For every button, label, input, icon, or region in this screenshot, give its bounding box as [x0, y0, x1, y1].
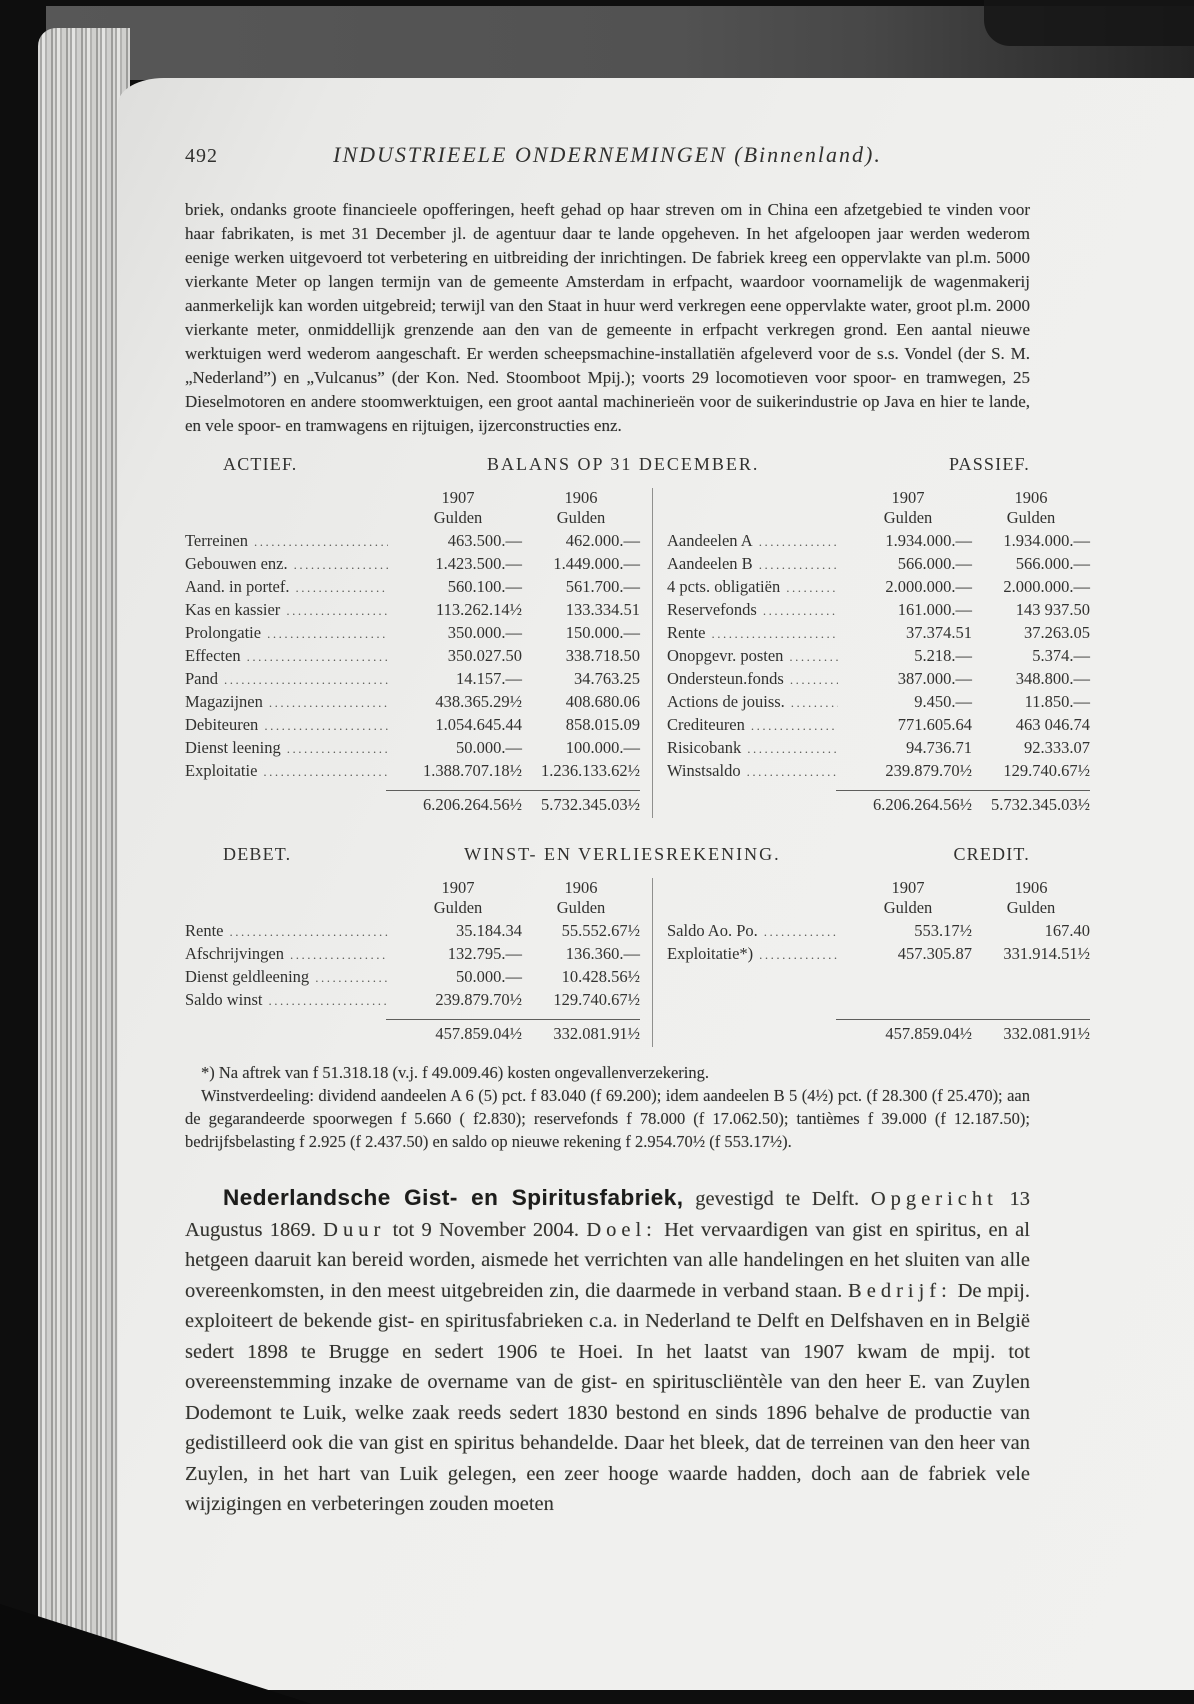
row-value-1906: 55.552.67½ [561, 921, 640, 940]
profit-loss-statement [185, 844, 1090, 1047]
book-page-stack-edge [38, 28, 130, 1696]
dot-leader [263, 761, 388, 781]
page-content [185, 78, 1090, 1520]
row-value-1907: 239.879.70½ [435, 990, 522, 1009]
table-row [185, 600, 640, 623]
debet-total-1907: 457.859.04½ [435, 1024, 522, 1043]
currency-header: Gulden [883, 898, 933, 917]
row-label: Crediteuren [667, 715, 745, 734]
dot-leader [264, 715, 388, 735]
row-label: Actions de jouiss. [667, 692, 785, 711]
spaced-keyword: Duur [323, 1218, 386, 1241]
table-row [185, 944, 640, 967]
row-label: Onopgevr. posten [667, 646, 784, 665]
row-value-1906: 136.360.— [565, 944, 640, 963]
currency-header: Gulden [433, 898, 483, 917]
dot-leader [295, 577, 388, 597]
row-value-1907: 771.605.64 [897, 715, 972, 734]
year-header-1906: 1906 [1014, 878, 1048, 897]
dot-leader [294, 554, 388, 574]
table-row [185, 554, 640, 577]
row-value-1906: 37.263.05 [1024, 623, 1090, 642]
footnote-profit-distribution: Winstverdeeling: dividend aandeelen A 6 (5) pct. f 83.040 (f 69.200); idem aandeelen B 5 (4½) pct. (f 28.300 (f 25.470); aan de gegarandeerde spoorwegen f 5.660 ( f2.830); reservefonds f 78.000 (f 17.062.50); tantièmes f 39.000 (f 12.187.50); bedrijfsbelasting f 2.925 (f 2.437.50) en saldo op nieuwe rekening f 2.954.70½ (f 553.17½). [185, 1086, 1030, 1151]
currency-header: Gulden [433, 508, 483, 527]
row-label: Pand [185, 669, 218, 688]
credit-total-1907: 457.859.04½ [885, 1024, 972, 1043]
winst-verlies-heading: WINST- EN VERLIESREKENING. [464, 844, 781, 864]
actief-total-1906: 5.732.345.03½ [541, 795, 640, 814]
credit-heading: CREDIT. [953, 844, 1030, 864]
row-value-1907: 350.000.— [447, 623, 522, 642]
actief-column [185, 488, 653, 818]
row-value-1907: 161.000.— [897, 600, 972, 619]
row-value-1906: 10.428.56½ [561, 967, 640, 986]
row-label: Winstsaldo [667, 761, 741, 780]
row-value-1907: 5.218.— [914, 646, 972, 665]
row-label: Effecten [185, 646, 241, 665]
spaced-keyword: Bedrijf: [848, 1279, 952, 1302]
row-value-1907: 457.305.87 [897, 944, 972, 963]
row-value-1907: 50.000.— [456, 967, 522, 986]
row-value-1907: 37.374.51 [906, 623, 972, 642]
dot-leader [286, 600, 388, 620]
table-row [185, 669, 640, 692]
row-label: Aandeelen A [667, 531, 753, 550]
table-row [185, 967, 640, 990]
row-value-1906: 129.740.67½ [553, 990, 640, 1009]
row-value-1906: 167.40 [1044, 921, 1090, 940]
row-label: Gebouwen enz. [185, 554, 288, 573]
row-value-1906: 858.015.09 [565, 715, 640, 734]
row-value-1907: 35.184.34 [456, 921, 522, 940]
row-value-1906: 2.000.000.— [1003, 577, 1090, 596]
row-label: Afschrijvingen [185, 944, 284, 963]
table-row [185, 692, 640, 715]
currency-header: Gulden [883, 508, 933, 527]
row-value-1906: 100.000.— [565, 738, 640, 757]
dot-leader [268, 990, 388, 1010]
row-label: Kas en kassier [185, 600, 281, 619]
balance-sheet [185, 454, 1090, 818]
table-row [667, 600, 1090, 623]
dot-leader [290, 944, 388, 964]
page-header [185, 142, 1030, 172]
row-label: Dienst geldleening [185, 967, 310, 986]
row-label: Reservefonds [667, 600, 757, 619]
year-header-1906: 1906 [1014, 488, 1048, 507]
row-label: Dienst leening [185, 738, 281, 757]
row-label: Rente [667, 623, 706, 642]
dot-leader [224, 669, 388, 689]
credit-rows [667, 921, 1090, 1013]
row-value-1906: 561.700.— [565, 577, 640, 596]
total-rule [836, 790, 1090, 791]
row-value-1906: 462.000.— [565, 531, 640, 550]
credit-total-1906: 332.081.91½ [1003, 1024, 1090, 1043]
table-row [667, 715, 1090, 738]
table-row [185, 715, 640, 738]
dot-leader [254, 531, 388, 551]
row-label: 4 pcts. obligatiën [667, 577, 781, 596]
row-label: Exploitatie [185, 761, 258, 780]
year-header-1907: 1907 [891, 878, 925, 897]
company-text: Het vervaardigen van gist en spiritus, en al hetgeen daaruit kan bereid worden, aismede het verrichten van alle handelingen en het sluiten van alle overeenkomsten, in den meest uitgebreiden zin, die daarmede in verband staan. [185, 1218, 1030, 1302]
spaced-keyword: Doel: [586, 1218, 657, 1241]
table-row [667, 738, 1090, 761]
book-page [118, 78, 1194, 1690]
row-label: Prolongatie [185, 623, 262, 642]
company-text: tot 9 November 2004. [385, 1218, 587, 1241]
row-value-1906: 1.236.133.62½ [541, 761, 640, 780]
table-row [667, 944, 1090, 967]
total-rule [836, 1019, 1090, 1020]
dot-leader [759, 554, 838, 574]
table-row [185, 738, 640, 761]
credit-total-row [667, 1024, 1090, 1047]
dot-leader [269, 692, 388, 712]
intro-paragraph: briek, ondanks groote financieele opofferingen, heeft gehad op haar streven om in China een afzetgebied te vinden voor haar fabrikaten, is met 31 December jl. de agentuur daar te lande opgeheven. In het afgeloopen jaar werden wederom eenige werken uitgevoerd tot verbetering en uitbreiding der inrichtingen. De fabriek kreeg een oppervlakte van pl.m. 5000 vierkante Meter op langen termijn van de gemeente Amsterdam in erfpacht, waardoor voornamelijk de wagenmakerij aanmerkelijk kan worden uitgebreid; terwijl van den Staat in huur werd verkregen eene oppervlakte water, groot pl.m. 2000 vierkante meter, onmiddellijk grenzende aan den van de gemeente in erfpacht verkregen grond. Een aantal nieuwe werktuigen werd wederom aangeschaft. Er werden scheepsmachine-installatiën afgeleverd voor de s.s. Vondel (der S. M. „Nederland”) en „Vulcanus” (der Kon. Ned. Stoomboot Mpij.); voorts 29 locomotieven voor spoor- en tramwegen, 25 Dieselmotoren en andere stoomwerktuigen, een groot aantal machinerieën voor de suikerindustrie op Java en hier te lande, en vele spoor- en tramwagens en rijtuigen, ijzerconstructies enz. [185, 200, 1030, 435]
actief-heading: ACTIEF. [223, 454, 298, 474]
dot-leader [786, 577, 838, 597]
row-label: Rente [185, 921, 224, 940]
row-label: Risicobank [667, 738, 742, 757]
footnote-insurance: *) Na aftrek van f 51.318.18 (v.j. f 49.009.46) kosten ongevallenverzekering. [201, 1063, 709, 1082]
row-value-1906: 34.763.25 [574, 669, 640, 688]
table-row [667, 692, 1090, 715]
debet-column [185, 878, 653, 1047]
table-row [667, 646, 1090, 669]
table-row [667, 623, 1090, 646]
row-value-1907: 9.450.— [914, 692, 972, 711]
dot-leader [315, 967, 388, 987]
row-value-1906: 1.934.000.— [1003, 531, 1090, 550]
row-value-1906: 408.680.06 [565, 692, 640, 711]
row-label: Terreinen [185, 531, 248, 550]
dot-leader [790, 669, 838, 689]
row-value-1906: 463 046.74 [1015, 715, 1090, 734]
currency-header: Gulden [556, 508, 606, 527]
row-value-1906: 331.914.51½ [1003, 944, 1090, 963]
dot-leader [763, 600, 838, 620]
row-value-1907: 566.000.— [897, 554, 972, 573]
row-value-1907: 1.423.500.— [435, 554, 522, 573]
row-value-1907: 94.736.71 [906, 738, 972, 757]
total-rule [386, 1019, 640, 1020]
year-header-1906: 1906 [564, 878, 598, 897]
debet-rows [185, 921, 640, 1013]
table-row [667, 554, 1090, 577]
row-value-1906: 129.740.67½ [1003, 761, 1090, 780]
table-row [667, 577, 1090, 600]
currency-header: Gulden [1006, 508, 1056, 527]
row-value-1906: 348.800.— [1015, 669, 1090, 688]
row-label: Exploitatie*) [667, 944, 754, 963]
row-label: Saldo Ao. Po. [667, 921, 758, 940]
row-label: Magazijnen [185, 692, 263, 711]
row-value-1907: 463.500.— [447, 531, 522, 550]
currency-header: Gulden [556, 898, 606, 917]
row-value-1907: 14.157.— [456, 669, 522, 688]
dot-leader [712, 623, 839, 643]
dot-leader [759, 531, 838, 551]
row-label: Aandeelen B [667, 554, 753, 573]
dot-leader [267, 623, 388, 643]
dot-leader [230, 921, 389, 941]
page-number: 492 [185, 145, 218, 167]
row-value-1906: 150.000.— [565, 623, 640, 642]
year-header-1906: 1906 [564, 488, 598, 507]
row-value-1907: 553.17½ [914, 921, 972, 940]
row-value-1907: 50.000.— [456, 738, 522, 757]
table-row [185, 623, 640, 646]
table-row [667, 921, 1090, 944]
table-row [185, 761, 640, 784]
photo-dark-corner [984, 0, 1194, 46]
row-value-1906: 92.333.07 [1024, 738, 1090, 757]
dot-leader [789, 646, 838, 666]
row-value-1906: 133.334.51 [565, 600, 640, 619]
balans-heading: BALANS OP 31 DECEMBER. [487, 454, 760, 474]
dot-leader [759, 944, 838, 964]
row-value-1907: 350.027.50 [447, 646, 522, 665]
company-text: De mpij. exploiteert de bekende gist- en spiritusfabrieken c.a. in Nederland te Delft en Delfshaven en in België sedert 1898 te Brugge en sedert 1906 te Hoei. In het laatst van 1907 kwam de mpij. tot overeenstemming inzake de overname van de gist- en spirituscliëntèle van den heer E. van Zuylen Dodemont te Luik, welke zaak reeds sedert 1830 bestond en sinds 1896 behalve de productie van gedistilleerd ook die van gist en spiritus behandelde. Daar het bleek, dat de terreinen van den heer van Zuylen, in het hart van Luik gelegen, een zeer hooge waarde hadden, doch aan de fabriek vele wijzigingen en verbeteringen zouden moeten [185, 1279, 1030, 1515]
table-row [185, 990, 640, 1013]
company-name-title: Nederlandsche Gist- en Spiritusfabriek, [223, 1185, 684, 1210]
actief-rows [185, 531, 640, 784]
row-value-1906: 566.000.— [1015, 554, 1090, 573]
debet-total-row [185, 1024, 640, 1047]
year-header-1907: 1907 [441, 488, 475, 507]
dot-leader [747, 738, 838, 758]
dot-leader [791, 692, 838, 712]
row-label: Ondersteun.fonds [667, 669, 784, 688]
table-row [667, 669, 1090, 692]
company-section [185, 1183, 1030, 1520]
chapter-title: INDUSTRIEELE ONDERNEMINGEN (Binnenland). [333, 142, 882, 167]
dot-leader [287, 738, 388, 758]
passief-total-1907: 6.206.264.56½ [873, 795, 972, 814]
spaced-keyword: Opgericht [870, 1188, 998, 1210]
debet-total-1906: 332.081.91½ [553, 1024, 640, 1043]
row-value-1907: 438.365.29½ [435, 692, 522, 711]
table-row [185, 577, 640, 600]
balance-sheet-headings [185, 454, 1090, 475]
company-text: gevestigd te Delft. [683, 1188, 871, 1210]
row-value-1907: 1.388.707.18½ [423, 761, 522, 780]
row-value-1907: 560.100.— [447, 577, 522, 596]
row-value-1906: 5.374.— [1032, 646, 1090, 665]
row-label: Aand. in portef. [185, 577, 290, 596]
table-row [667, 531, 1090, 554]
credit-column [653, 878, 1090, 1047]
table-row [185, 921, 640, 944]
passief-column [653, 488, 1090, 818]
dot-leader [747, 761, 838, 781]
row-value-1906: 143 937.50 [1015, 600, 1090, 619]
dot-leader [751, 715, 838, 735]
debet-heading: DEBET. [223, 844, 292, 864]
table-row [185, 646, 640, 669]
dot-leader [247, 646, 388, 666]
row-value-1906: 1.449.000.— [553, 554, 640, 573]
row-value-1907: 132.795.— [447, 944, 522, 963]
row-value-1907: 387.000.— [897, 669, 972, 688]
dot-leader [764, 921, 838, 941]
passief-rows [667, 531, 1090, 784]
actief-total-row [185, 795, 640, 818]
total-rule [386, 790, 640, 791]
row-value-1907: 1.054.645.44 [435, 715, 522, 734]
row-value-1907: 2.000.000.— [885, 577, 972, 596]
row-value-1906: 338.718.50 [565, 646, 640, 665]
row-value-1907: 1.934.000.— [885, 531, 972, 550]
passief-total-row [667, 795, 1090, 818]
currency-header: Gulden [1006, 898, 1056, 917]
row-label: Debiteuren [185, 715, 259, 734]
profit-loss-headings [185, 844, 1090, 865]
row-label: Saldo winst [185, 990, 263, 1009]
row-value-1907: 113.262.14½ [435, 600, 522, 619]
table-row [667, 761, 1090, 784]
passief-heading: PASSIEF. [948, 454, 1030, 474]
year-header-1907: 1907 [891, 488, 925, 507]
row-value-1907: 239.879.70½ [885, 761, 972, 780]
actief-total-1907: 6.206.264.56½ [423, 795, 522, 814]
passief-total-1906: 5.732.345.03½ [991, 795, 1090, 814]
row-value-1906: 11.850.— [1024, 692, 1090, 711]
company-text: 13 Augustus 1869. [185, 1188, 1031, 1241]
table-row [185, 531, 640, 554]
year-header-1907: 1907 [441, 878, 475, 897]
